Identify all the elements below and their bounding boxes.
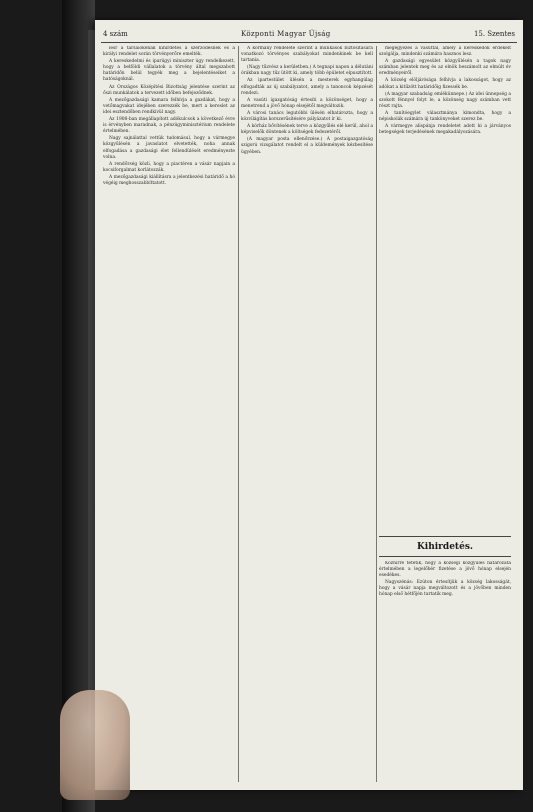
column-1 — [103, 46, 235, 782]
paragraph: A kormány rendelete szerint a munkások biztosítására vonatkozó törvényes szabályokat mindenkinek be kell tartania. — [241, 46, 373, 64]
paragraph: A városi tanács legutóbbi ülésén elhatározta, hogy a közvilágítás korszerűsítésére pályázatot ír ki. — [241, 110, 373, 123]
issue-date: 15. Szentes — [473, 30, 515, 38]
column-3 — [379, 46, 511, 482]
section-title: Kihirdetés. — [416, 542, 474, 552]
paragraph: A kórház bővítésének terve a közgyűlés elé kerül, ahol a képviselők döntenek a költségek fedezetéről. — [241, 124, 373, 136]
paragraph: A mezőgazdasági kamara felhívja a gazdákat, hogy a vetőmagvakat idejében szerezzék be, mert a kereslet az idei esztendőben rendkívül nagy. — [103, 97, 235, 115]
newspaper-page — [95, 20, 523, 790]
header-rule — [101, 42, 517, 43]
page-edge — [88, 30, 95, 790]
paragraph: A kereskedelmi és iparügyi miniszter úgy rendelkezett, hogy a belföldi vállalatok a törvény által megszabott határidőn belül tegyék meg a bejelentéseiket a hatóságoknál. — [103, 59, 235, 83]
column-2 — [241, 46, 373, 782]
paragraph: Közhírré tétetik, hogy a községi közgyűlés határozata értelmében a legelőbér fizetése a jövő hónap elsején esedékes. — [379, 561, 511, 579]
paragraph: (Nagy tűzvész a kerületben.) A tegnapi napon a délutáni órákban nagy tűz ütött ki, amely több épületet elpusztított. — [241, 65, 373, 77]
paragraph: Az 1908-ban megállapított adókulcsok a következő évre is érvényben maradnak, a pénzügyminisztérium rendelete értelmében. — [103, 117, 235, 135]
newspaper-title: Központi Magyar Újság — [241, 30, 331, 38]
paragraph: (A magyar posta ellenőrzése.) A postaigazgatóság szigorú vizsgálatot rendelt el a küldemények kézbesítése ügyében. — [241, 137, 373, 155]
page-header — [101, 30, 517, 42]
section-rule-top — [379, 536, 511, 537]
page-number: 4 szám — [103, 30, 128, 38]
paragraph: A község elöljárósága felhívja a lakosságot, hogy az adókat a kitűzött határidőig fizessék be. — [379, 78, 511, 90]
section-rule-bottom — [379, 556, 511, 557]
paragraph: A vasúti igazgatóság értesíti a közönséget, hogy a menetrend a jövő hónap elsejétől megváltozik. — [241, 97, 373, 109]
paragraph: lésr a társaiókénak kihirdetés a szerződésnek és a királyi rendelet során törvényerőre emelték. — [103, 46, 235, 58]
paragraph: A rendőrség közli, hogy a piactéren a vásár napjain a kocsiforgalmat korlátozzák. — [103, 161, 235, 173]
paragraph: Nagy sajnálattal vettük tudomásul, hogy a vármegye közgyűlésén a javaslatot elvetették, noha annak elfogadása a gazdasági élet fellendülését eredményezte volna. — [103, 136, 235, 160]
column-3-announcements — [379, 561, 511, 782]
thumb — [60, 690, 130, 800]
paragraph: A tanítóegylet választmánya kimondta, hogy a népiskolák számára új tankönyveket szerez be. — [379, 110, 511, 123]
paragraph: A mezőgazdasági kiállításra a jelentkezési határidő a hó végéig meghosszabbíttatott. — [103, 174, 235, 186]
paragraph: Nagyszénás: Ezúton értesítjük a község lakosságát, hogy a vásár napja megváltozott és a jövőben minden hónap első hétfőjén tartatik meg. — [379, 580, 511, 598]
column-divider — [238, 46, 239, 782]
paragraph: Az Országos Középítési Bizottság jelentése szerint az őszi munkálatok a tervezett időben befejeződnek. — [103, 84, 235, 96]
paragraph: A gazdasági egyesület közgyűlésén a tagok nagy számban jelentek meg és az elnök beszámolt az elmúlt év eredményeiről. — [379, 59, 511, 77]
text-columns — [103, 46, 515, 782]
paragraph: Az ipartestület ülésén a mesterek egyhangúlag elfogadták az új szabályzatot, amely a tanoncok képzését rendezi. — [241, 78, 373, 96]
column-divider — [376, 46, 377, 782]
paragraph: (A magyar szabadság emlékünnepe.) Az idei ünnepség a szokott fénnyel folyt le, a közönség nagy számban vett részt rajta. — [379, 91, 511, 109]
paragraph: A vármegye alispánja rendeletet adott ki a járványos betegségek terjedésének megakadályozására. — [379, 124, 511, 136]
paragraph: megegyezés a vasúttal, amely a kereskedők érdekeit szolgálja, mindenki számára hasznos lesz. — [379, 46, 511, 58]
